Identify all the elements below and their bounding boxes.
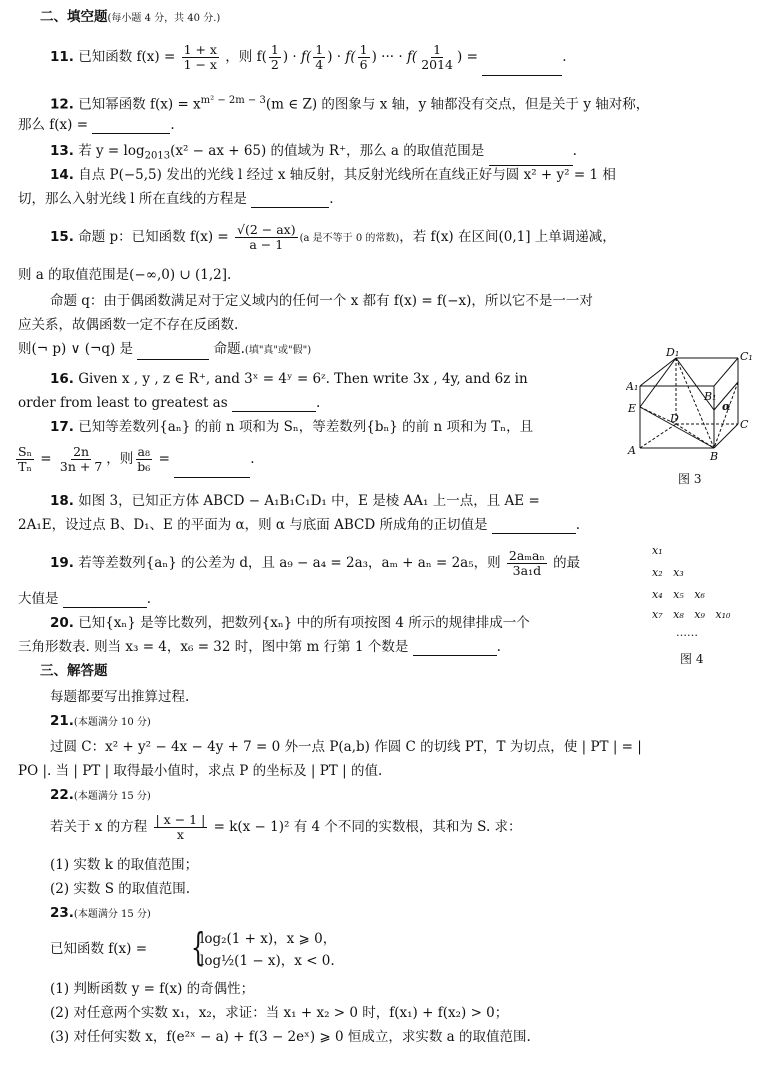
- question-15-line-2: 则 a 的取值范围是(−∞,0) ∪ (1,2].: [18, 267, 232, 283]
- piecewise-brace: {: [190, 925, 206, 969]
- section-title: 三、解答题: [40, 663, 108, 679]
- cube-figure: [626, 348, 756, 488]
- label-a1: A₁: [626, 380, 639, 393]
- answer-blank: [489, 151, 573, 166]
- question-11: 11. 已知函数 f(x) = $\frac{1 + x}{1 - x}$ ，则 f( $\frac{1}{2}$ ) · f( $\frac{1}{4}$ ) · f( $\frac{1}{6}$ ) ··· · f( $\frac{1}{2014}$ ) = .: [50, 38, 567, 76]
- answer-blank: [251, 193, 329, 208]
- table-row: x₄ x₅ x₆: [652, 588, 705, 601]
- section-2-heading: [40, 8, 220, 28]
- table-row: x₁: [652, 544, 663, 557]
- label-c: C: [740, 418, 749, 431]
- label-e: E: [628, 402, 637, 415]
- answer-blank: [413, 641, 497, 656]
- question-23-header: 23.(本题满分 15 分): [50, 905, 151, 921]
- answer-blank: [492, 519, 576, 534]
- question-16: 16. Given x , y , z ∈ R⁺, and 3ˣ = 4ʸ = 6ᶻ. Then write 3x , 4y, and 6z in: [50, 371, 528, 387]
- table-row: x₂ x₃: [652, 566, 684, 579]
- question-number: 11.: [50, 49, 74, 65]
- question-15-line-3: 命题 q：由于偶函数满足对于定义域内的任何一个 x 都有 f(x) = f(−x)，所以它不是一一对: [50, 293, 593, 309]
- section-note: (每小题 4 分，共 40 分.): [107, 13, 221, 24]
- piecewise-case-1: log₂(1 + x)，x ⩾ 0，: [200, 931, 337, 947]
- answer-blank: [137, 345, 209, 360]
- label-d: D: [670, 412, 679, 425]
- question-22-part-2: (2) 实数 S 的取值范围.: [50, 881, 191, 897]
- figure-3-caption: 图 3: [678, 472, 702, 486]
- section-3-heading: [40, 662, 108, 680]
- section-title: 二、填空题: [40, 9, 108, 25]
- question-16-line-2: order from least to greatest as .: [18, 395, 321, 411]
- question-19-line-2: 大值是 .: [18, 591, 152, 607]
- label-c1: C₁: [740, 350, 753, 363]
- piecewise-case-2: log½(1 − x)，x < 0.: [200, 953, 335, 969]
- question-23: 已知函数 f(x) =: [50, 941, 148, 957]
- question-15-line-4: 应关系，故偶函数一定不存在反函数.: [18, 317, 239, 333]
- question-20-line-2: 三角形数表. 则当 x₃ = 4，x₆ = 32 时，图中第 m 行第 1 个数是 .: [18, 639, 501, 655]
- answer-blank: [482, 61, 562, 76]
- figure-4-caption: 图 4: [680, 652, 704, 666]
- label-a: A: [628, 444, 636, 457]
- question-17-line-2: $\frac{\text{Sₙ}}{\text{Tₙ}}$ = $\frac{2n}{3n + 7}$ ，则 $\frac{\text{a₈}}{\text{b₆}}$ = .: [14, 440, 255, 478]
- label-b1: B₁: [704, 390, 717, 403]
- section-3-note: 每题都要写出推算过程.: [50, 689, 190, 705]
- question-15-line-5: 则(¬ p) ∨ (¬q) 是 命题.(填"真"或"假"): [18, 340, 311, 360]
- question-21: 过圆 C：x² + y² − 4x − 4y + 7 = 0 外一点 P(a,b) 作圆 C 的切线 PT，T 为切点，使 | PT | = |: [50, 739, 642, 755]
- fraction: $\frac{1 + x}{1 - x}$: [183, 42, 217, 72]
- question-22: 若关于 x 的方程 $\frac{| x - 1 |}{x}$ = k(x − 1)² 有 4 个不同的实数根，其和为 S. 求：: [50, 812, 522, 842]
- table-ellipsis: ……: [676, 626, 698, 639]
- question-14-line-2: 切，那么入射光线 l 所在直线的方程是 .: [18, 191, 334, 207]
- question-12-line-2: 那么 f(x) = .: [18, 117, 175, 133]
- question-19: 19. 若等差数列{aₙ} 的公差为 d，且 a₉ − a₄ = 2a₃，aₘ + aₙ = 2a₅，则 $\frac{\text{2aₘaₙ}}{\text{3a₁d}}$ 的最: [50, 548, 581, 578]
- question-13: 13. 若 $y = \log_{2013}(x^2$ − ax + 65) 的值域为 R⁺，那么 a 的取值范围是 .: [50, 142, 577, 166]
- question-text: 已知函数 f(x) =: [78, 49, 176, 65]
- answer-blank: [92, 119, 170, 134]
- question-18-line-2: 2A₁E，设过点 B、D₁、E 的平面为 α，则 α 与底面 ABCD 所成角的正切值是 .: [18, 517, 581, 533]
- label-alpha: α: [722, 400, 731, 413]
- answer-blank: [63, 593, 147, 608]
- answer-blank: [174, 463, 250, 478]
- question-21-line-2: PO |. 当 | PT | 取得最小值时，求点 P 的坐标及 | PT | 的值.: [18, 763, 383, 779]
- table-row: x₇ x₈ x₉ x₁₀: [652, 608, 731, 621]
- label-b: B: [710, 450, 719, 463]
- answer-blank: [232, 397, 316, 412]
- label-d1: D₁: [666, 348, 680, 359]
- question-15: 15. 命题 p：已知函数 f(x) = $\frac{√(2 - ax)}{a - 1}$ (a 是不等于 0 的常数)，若 f(x) 在区间(0,1] 上单调递减，: [50, 222, 616, 252]
- question-22-part-1: (1) 实数 k 的取值范围；: [50, 857, 199, 873]
- question-23-part-2: (2) 对任意两个实数 x₁，x₂，求证：当 x₁ + x₂ > 0 时，f(x₁) + f(x₂) > 0；: [50, 1005, 509, 1021]
- question-21-header: 21.(本题满分 10 分): [50, 713, 151, 729]
- question-22-header: 22.(本题满分 15 分): [50, 787, 151, 803]
- question-12: 12. 已知幂函数 $f(x) = x^{m^2 - 2m - 3}(m$ ∈ Z) 的图象与 x 轴，y 轴都没有交点，但是关于 y 轴对称，: [50, 95, 650, 113]
- question-20: 20. 已知{xₙ} 是等比数列，把数列{xₙ} 中的所有项按图 4 所示的规律排成一个: [50, 615, 530, 631]
- question-23-part-1: (1) 判断函数 y = f(x) 的奇偶性；: [50, 981, 255, 997]
- question-17: 17. 已知等差数列{aₙ} 的前 n 项和为 Sₙ，等差数列{bₙ} 的前 n 项和为 Tₙ，且: [50, 419, 534, 435]
- question-23-part-3: (3) 对任何实数 x，f(e²ˣ − a) + f(3 − 2eˣ) ⩾ 0 恒成立，求实数 a 的取值范围.: [50, 1029, 531, 1045]
- question-14: 14. 自点 P(−5,5) 发出的光线 l 经过 x 轴反射，其反射光线所在直线正好与圆 x² + y² = 1 相: [50, 167, 616, 183]
- question-18: 18. 如图 3，已知正方体 ABCD − A₁B₁C₁D₁ 中，E 是棱 AA₁ 上一点，且 AE =: [50, 493, 540, 509]
